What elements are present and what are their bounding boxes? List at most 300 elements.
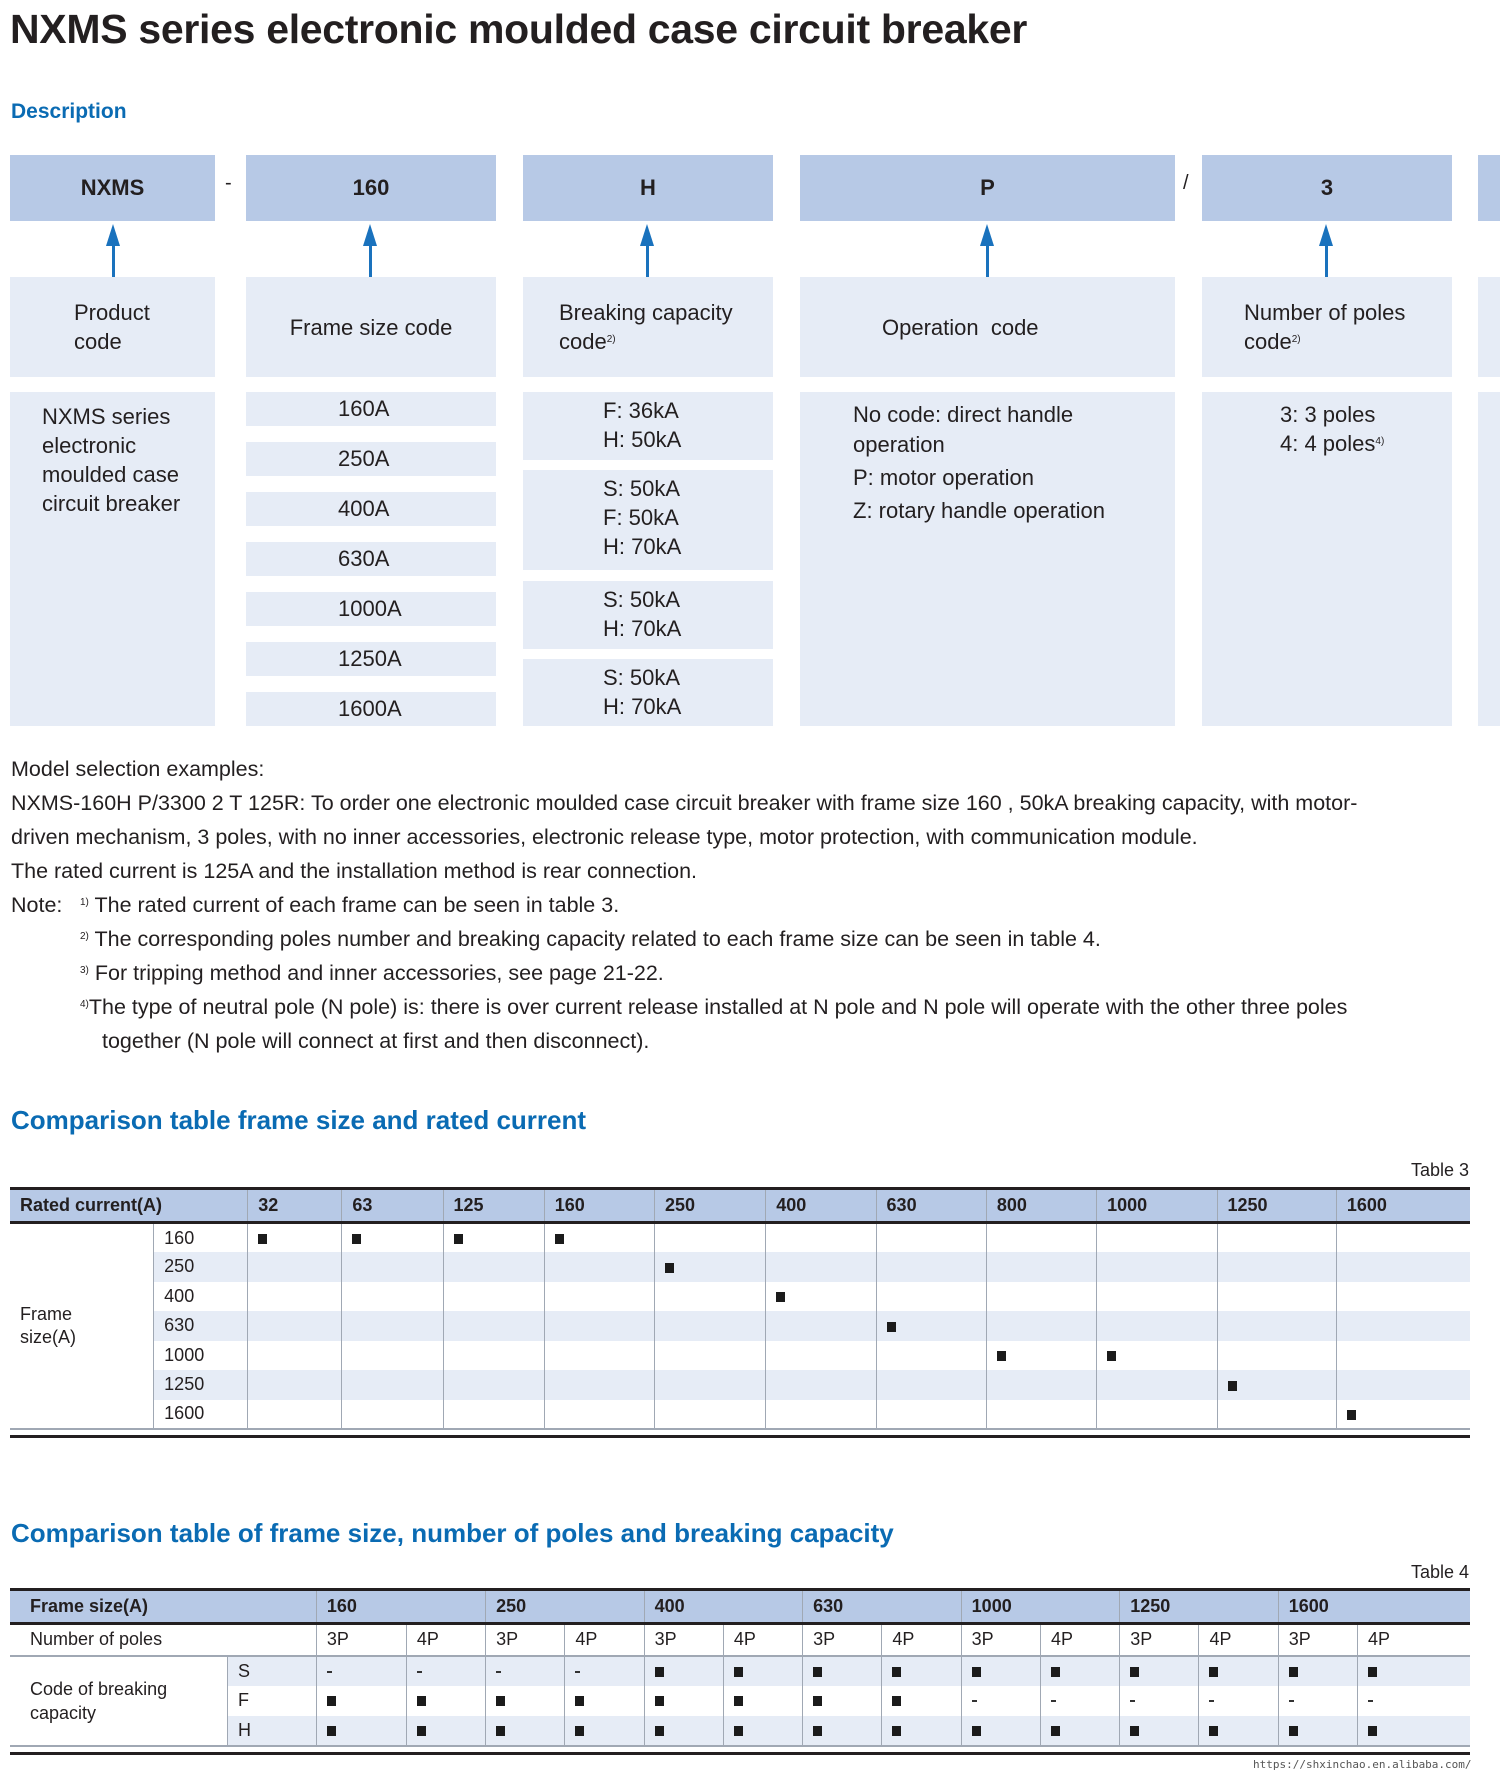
row-group-line: Code of breaking	[30, 1678, 168, 1699]
table-header-row	[10, 1590, 1470, 1624]
mark-cell	[766, 1400, 876, 1430]
code-box-partial	[1478, 155, 1500, 221]
filled-square-icon	[1209, 1667, 1218, 1677]
value-box-partial	[1478, 392, 1500, 726]
mark-cell	[1097, 1311, 1217, 1341]
header-cell: 125	[443, 1189, 544, 1223]
mark-cell	[654, 1400, 765, 1430]
mark-cell	[654, 1311, 765, 1341]
footnote-number: 4)	[80, 999, 89, 1010]
header-cell: 250	[654, 1189, 765, 1223]
mark-cell	[1199, 1656, 1278, 1686]
mark-cell	[654, 1252, 765, 1282]
dash-icon	[417, 1671, 422, 1673]
frame-size-item: 400A	[246, 492, 496, 526]
mark-cell	[986, 1341, 1096, 1371]
breaking-capacity-option: H: 70kA	[603, 616, 682, 641]
example-line: driven mechanism, 3 poles, with no inner accessories, electronic release type, motor protection, with communication module.	[11, 825, 1198, 849]
page-title: NXMS series electronic moulded case circuit breaker	[10, 6, 1027, 52]
mark-cell	[654, 1341, 765, 1371]
breaking-capacity-option: S: 50kA	[603, 665, 681, 690]
label-line: Breaking capacity	[559, 300, 733, 325]
label-product-code	[10, 277, 215, 377]
filled-square-icon	[734, 1667, 743, 1677]
pole-cell: 4P	[882, 1624, 961, 1656]
example-line: NXMS-160H P/3300 2 T 125R: To order one electronic moulded case circuit breaker with frame size 160 , 50kA breaking capacity, with motor-	[11, 791, 1358, 815]
table-row	[10, 1223, 1470, 1253]
table-bottom-rule	[10, 1435, 1470, 1438]
filled-square-icon	[892, 1726, 901, 1736]
pole-cell: 4P	[565, 1624, 644, 1656]
poles-row	[10, 1624, 1470, 1656]
footnote-number: 3)	[80, 965, 89, 976]
mark-cell	[654, 1223, 765, 1253]
frame-poles-breaking-table	[10, 1588, 1470, 1747]
label-poles-code	[1202, 277, 1452, 377]
pole-cell: 3P	[486, 1624, 565, 1656]
mark-cell	[1358, 1656, 1471, 1686]
filled-square-icon	[892, 1696, 901, 1706]
breaking-code-cell: F	[227, 1686, 316, 1716]
footnote-ref: 2)	[606, 334, 616, 345]
mark-cell	[342, 1400, 443, 1430]
pole-cell: 4P	[1358, 1624, 1471, 1656]
mark-cell	[1120, 1686, 1199, 1716]
filled-square-icon	[1347, 1410, 1356, 1420]
breaking-capacity-option: H: 50kA	[603, 427, 682, 452]
code-product: NXMS	[10, 155, 215, 221]
dash-icon	[972, 1700, 977, 1702]
desc-line: moulded case	[42, 462, 179, 487]
filled-square-icon	[1051, 1667, 1060, 1677]
mark-cell	[961, 1686, 1040, 1716]
table3-caption: Table 3	[1410, 1160, 1469, 1180]
header-cell: 800	[986, 1189, 1096, 1223]
note-item	[80, 888, 619, 922]
mark-cell	[342, 1341, 443, 1371]
mark-cell	[342, 1252, 443, 1282]
mark-cell	[876, 1400, 986, 1430]
mark-cell	[1217, 1341, 1336, 1371]
mark-cell	[986, 1282, 1096, 1312]
pole-cell: 3P	[1120, 1624, 1199, 1656]
mark-cell	[1040, 1656, 1119, 1686]
mark-cell	[406, 1716, 485, 1746]
mark-cell	[882, 1656, 961, 1686]
filled-square-icon	[258, 1234, 267, 1244]
mark-cell	[882, 1686, 961, 1716]
pole-cell: 3P	[961, 1624, 1040, 1656]
table-row	[10, 1686, 1470, 1716]
note-item	[80, 956, 664, 990]
breaking-code-cell: H	[227, 1716, 316, 1746]
dash-icon	[496, 1671, 501, 1673]
mark-cell	[248, 1252, 342, 1282]
dash-icon	[327, 1671, 332, 1673]
option-line: Z: rotary handle operation	[853, 498, 1105, 523]
filled-square-icon	[1289, 1667, 1298, 1677]
frame-size-item: 160A	[246, 392, 496, 426]
mark-cell	[1278, 1716, 1357, 1746]
dash-icon	[1368, 1700, 1373, 1702]
mark-cell	[1097, 1370, 1217, 1400]
option-line: 4: 4 poles	[1280, 431, 1376, 456]
mark-cell	[342, 1282, 443, 1312]
dash-icon	[575, 1671, 580, 1673]
mark-cell	[443, 1223, 544, 1253]
mark-cell	[544, 1223, 654, 1253]
filled-square-icon	[417, 1696, 426, 1706]
mark-cell	[1336, 1400, 1470, 1430]
header-cell: Frame size(A)	[10, 1590, 316, 1624]
mark-cell	[544, 1252, 654, 1282]
code-operation: P	[800, 155, 1175, 221]
note-text: The type of neutral pole (N pole) is: there is over current release installed at N pole and N pole will operate with the other three poles	[88, 995, 1348, 1019]
mark-cell	[544, 1341, 654, 1371]
table-row	[10, 1716, 1470, 1746]
mark-cell	[644, 1686, 723, 1716]
mark-cell	[876, 1341, 986, 1371]
mark-cell	[1199, 1686, 1278, 1716]
breaking-capacity-option: F: 50kA	[603, 505, 679, 530]
filled-square-icon	[1107, 1351, 1116, 1361]
mark-cell	[1217, 1252, 1336, 1282]
description-heading: Description	[11, 100, 127, 123]
footnote-number: 2)	[80, 931, 89, 942]
table-header-row	[10, 1189, 1470, 1223]
filled-square-icon	[1130, 1726, 1139, 1736]
mark-cell	[644, 1716, 723, 1746]
mark-cell	[986, 1223, 1096, 1253]
label-frame-size-code	[246, 277, 496, 377]
pole-cell: 4P	[1040, 1624, 1119, 1656]
mark-cell	[876, 1370, 986, 1400]
breaking-capacity-option: S: 50kA	[603, 587, 681, 612]
mark-cell	[1336, 1223, 1470, 1253]
dash-icon	[1130, 1700, 1135, 1702]
code-separator-slash: /	[1183, 172, 1189, 194]
label-line: Product	[74, 300, 150, 325]
mark-cell	[1278, 1656, 1357, 1686]
mark-cell	[316, 1686, 406, 1716]
frame-size-cell: 630	[154, 1311, 248, 1341]
header-cell: 160	[316, 1590, 485, 1624]
mark-cell	[1336, 1341, 1470, 1371]
breaking-capacity-group	[523, 392, 773, 460]
notes-label: Note:	[11, 893, 63, 917]
header-cell: 400	[766, 1189, 876, 1223]
frame-rated-current-table	[10, 1187, 1470, 1430]
header-cell: 1000	[961, 1590, 1120, 1624]
mark-cell	[1097, 1282, 1217, 1312]
code-poles: 3	[1202, 155, 1452, 221]
dash-icon	[1051, 1700, 1056, 1702]
header-cell: 32	[248, 1189, 342, 1223]
mark-cell	[654, 1282, 765, 1312]
mark-cell	[443, 1341, 544, 1371]
mark-cell	[443, 1282, 544, 1312]
mark-cell	[876, 1223, 986, 1253]
mark-cell	[986, 1252, 1096, 1282]
filled-square-icon	[972, 1726, 981, 1736]
header-cell: 1600	[1336, 1189, 1470, 1223]
filled-square-icon	[352, 1234, 361, 1244]
filled-square-icon	[734, 1696, 743, 1706]
label-line: Number of poles	[1244, 300, 1406, 325]
mark-cell	[1097, 1341, 1217, 1371]
mark-cell	[1097, 1400, 1217, 1430]
label-box-partial	[1478, 277, 1500, 377]
frame-size-item: 1250A	[246, 642, 496, 676]
label-line: code	[1244, 329, 1292, 354]
header-cell: 1250	[1120, 1590, 1279, 1624]
filled-square-icon	[813, 1726, 822, 1736]
frame-size-item: 1000A	[246, 592, 496, 626]
mark-cell	[1217, 1282, 1336, 1312]
label-line: code	[559, 329, 607, 354]
filled-square-icon	[327, 1696, 336, 1706]
mark-cell	[961, 1656, 1040, 1686]
table-row	[10, 1311, 1470, 1341]
mark-cell	[644, 1656, 723, 1686]
mark-cell	[766, 1341, 876, 1371]
mark-cell	[882, 1716, 961, 1746]
mark-cell	[248, 1341, 342, 1371]
filled-square-icon	[496, 1726, 505, 1736]
pole-cell: 3P	[803, 1624, 882, 1656]
mark-cell	[723, 1716, 802, 1746]
note-item	[80, 990, 1347, 1024]
filled-square-icon	[813, 1696, 822, 1706]
footnote-ref: 2)	[1291, 334, 1301, 345]
label-breaking-capacity-code	[523, 277, 773, 377]
mark-cell	[1358, 1686, 1471, 1716]
table4-heading: Comparison table of frame size, number of poles and breaking capacity	[11, 1518, 894, 1548]
mark-cell	[248, 1282, 342, 1312]
filled-square-icon	[655, 1696, 664, 1706]
mark-cell	[248, 1400, 342, 1430]
mark-cell	[248, 1223, 342, 1253]
header-cell: 1000	[1097, 1189, 1217, 1223]
mark-cell	[443, 1370, 544, 1400]
mark-cell	[1217, 1223, 1336, 1253]
code-separator-dash: -	[225, 172, 232, 194]
examples-heading: Model selection examples:	[11, 757, 265, 781]
mark-cell	[1097, 1252, 1217, 1282]
header-cell: 1600	[1278, 1590, 1470, 1624]
filled-square-icon	[1368, 1726, 1377, 1736]
mark-cell	[986, 1311, 1096, 1341]
table-row	[10, 1252, 1470, 1282]
desc-line: circuit breaker	[42, 491, 181, 516]
header-cell: 630	[803, 1590, 962, 1624]
table-row	[10, 1341, 1470, 1371]
mark-cell	[544, 1400, 654, 1430]
filled-square-icon	[575, 1696, 584, 1706]
label-line: code	[74, 329, 122, 354]
pole-cell: 3P	[316, 1624, 406, 1656]
frame-size-cell: 160	[154, 1223, 248, 1253]
frame-size-item: 250A	[246, 442, 496, 476]
mark-cell	[723, 1656, 802, 1686]
pole-options	[1202, 392, 1452, 726]
breaking-capacity-option: S: 50kA	[603, 476, 681, 501]
table-row	[10, 1282, 1470, 1312]
example-line: The rated current is 125A and the installation method is rear connection.	[11, 859, 698, 883]
watermark-url: https://shxinchao.en.alibaba.com/	[1253, 1758, 1472, 1771]
mark-cell	[1336, 1252, 1470, 1282]
table-row	[10, 1400, 1470, 1430]
mark-cell	[316, 1716, 406, 1746]
frame-size-cell: 1600	[154, 1400, 248, 1430]
mark-cell	[1217, 1400, 1336, 1430]
mark-cell	[803, 1686, 882, 1716]
mark-cell	[443, 1400, 544, 1430]
breaking-capacity-group	[523, 581, 773, 649]
filled-square-icon	[454, 1234, 463, 1244]
breaking-capacity-group	[523, 659, 773, 726]
table-row	[10, 1370, 1470, 1400]
mark-cell	[1097, 1223, 1217, 1253]
mark-cell	[1199, 1716, 1278, 1746]
label-line: Frame size code	[289, 314, 453, 340]
note-item	[80, 922, 1101, 956]
breaking-capacity-option: F: 36kA	[603, 398, 679, 423]
mark-cell	[565, 1716, 644, 1746]
pole-cell: 4P	[1199, 1624, 1278, 1656]
mark-cell	[316, 1656, 406, 1686]
note-continuation: together (N pole will connect at first and then disconnect).	[102, 1029, 650, 1053]
filled-square-icon	[555, 1234, 564, 1244]
filled-square-icon	[655, 1667, 664, 1677]
mark-cell	[803, 1716, 882, 1746]
mark-cell	[1217, 1370, 1336, 1400]
mark-cell	[406, 1686, 485, 1716]
mark-cell	[766, 1282, 876, 1312]
breaking-code-cell: S	[227, 1656, 316, 1686]
mark-cell	[1040, 1686, 1119, 1716]
desc-line: NXMS series	[42, 404, 171, 429]
filled-square-icon	[734, 1726, 743, 1736]
filled-square-icon	[972, 1667, 981, 1677]
filled-square-icon	[776, 1292, 785, 1302]
filled-square-icon	[1209, 1726, 1218, 1736]
product-description	[10, 392, 215, 726]
mark-cell	[876, 1282, 986, 1312]
header-cell: 160	[544, 1189, 654, 1223]
frame-size-cell: 400	[154, 1282, 248, 1312]
filled-square-icon	[575, 1726, 584, 1736]
mark-cell	[1336, 1370, 1470, 1400]
option-line: P: motor operation	[853, 465, 1034, 490]
footnote-number: 1)	[80, 897, 89, 908]
breaking-capacity-group	[523, 470, 773, 570]
mark-cell	[654, 1370, 765, 1400]
row-group-label	[10, 1656, 227, 1746]
filled-square-icon	[813, 1667, 822, 1677]
note-text: The corresponding poles number and breaking capacity related to each frame size can be seen in table 4.	[94, 927, 1101, 951]
mark-cell	[486, 1716, 565, 1746]
mark-cell	[961, 1716, 1040, 1746]
mark-cell	[342, 1311, 443, 1341]
mark-cell	[766, 1370, 876, 1400]
filled-square-icon	[892, 1667, 901, 1677]
filled-square-icon	[1130, 1667, 1139, 1677]
filled-square-icon	[1051, 1726, 1060, 1736]
mark-cell	[565, 1656, 644, 1686]
filled-square-icon	[327, 1726, 336, 1736]
mark-cell	[1336, 1311, 1470, 1341]
mark-cell	[342, 1223, 443, 1253]
mark-cell	[766, 1252, 876, 1282]
mark-cell	[986, 1400, 1096, 1430]
mark-cell	[406, 1656, 485, 1686]
mark-cell	[248, 1311, 342, 1341]
label-line: Operation code	[882, 314, 1039, 340]
code-frame: 160	[246, 155, 496, 221]
filled-square-icon	[665, 1263, 674, 1273]
mark-cell	[986, 1370, 1096, 1400]
filled-square-icon	[997, 1351, 1006, 1361]
filled-square-icon	[1289, 1726, 1298, 1736]
row-group-line: capacity	[30, 1702, 97, 1723]
table-bottom-rule	[10, 1752, 1470, 1755]
header-cell: 1250	[1217, 1189, 1336, 1223]
breaking-capacity-option: H: 70kA	[603, 534, 682, 559]
row-group-line: size(A)	[20, 1327, 77, 1347]
mark-cell	[723, 1686, 802, 1716]
header-cell: 630	[876, 1189, 986, 1223]
mark-cell	[342, 1370, 443, 1400]
mark-cell	[803, 1656, 882, 1686]
filled-square-icon	[655, 1726, 664, 1736]
pole-cell: 3P	[644, 1624, 723, 1656]
code-breaking: H	[523, 155, 773, 221]
operation-options	[800, 392, 1175, 726]
table4-caption: Table 4	[1410, 1562, 1469, 1582]
mark-cell	[876, 1252, 986, 1282]
note-text: For tripping method and inner accessories, see page 21-22.	[94, 961, 664, 985]
mark-cell	[486, 1686, 565, 1716]
header-cell: 63	[342, 1189, 443, 1223]
filled-square-icon	[417, 1726, 426, 1736]
mark-cell	[565, 1686, 644, 1716]
filled-square-icon	[1368, 1667, 1377, 1677]
header-cell: Rated current(A)	[10, 1189, 248, 1223]
mark-cell	[1120, 1656, 1199, 1686]
filled-square-icon	[496, 1696, 505, 1706]
table3-heading: Comparison table frame size and rated current	[11, 1105, 587, 1135]
mark-cell	[443, 1311, 544, 1341]
frame-size-cell: 1000	[154, 1341, 248, 1371]
mark-cell	[248, 1370, 342, 1400]
header-cell: 250	[486, 1590, 645, 1624]
pole-cell: 4P	[723, 1624, 802, 1656]
filled-square-icon	[887, 1322, 896, 1332]
frame-size-cell: 1250	[154, 1370, 248, 1400]
mark-cell	[1120, 1716, 1199, 1746]
pole-cell: 3P	[1278, 1624, 1357, 1656]
table-row	[10, 1656, 1470, 1686]
mark-cell	[1278, 1686, 1357, 1716]
mark-cell	[1217, 1311, 1336, 1341]
option-line: 3: 3 poles	[1280, 402, 1376, 427]
mark-cell	[544, 1282, 654, 1312]
row-group-label	[10, 1223, 154, 1430]
option-line: operation	[853, 432, 945, 457]
frame-size-item: 1600A	[246, 692, 496, 726]
frame-size-item: 630A	[246, 542, 496, 576]
